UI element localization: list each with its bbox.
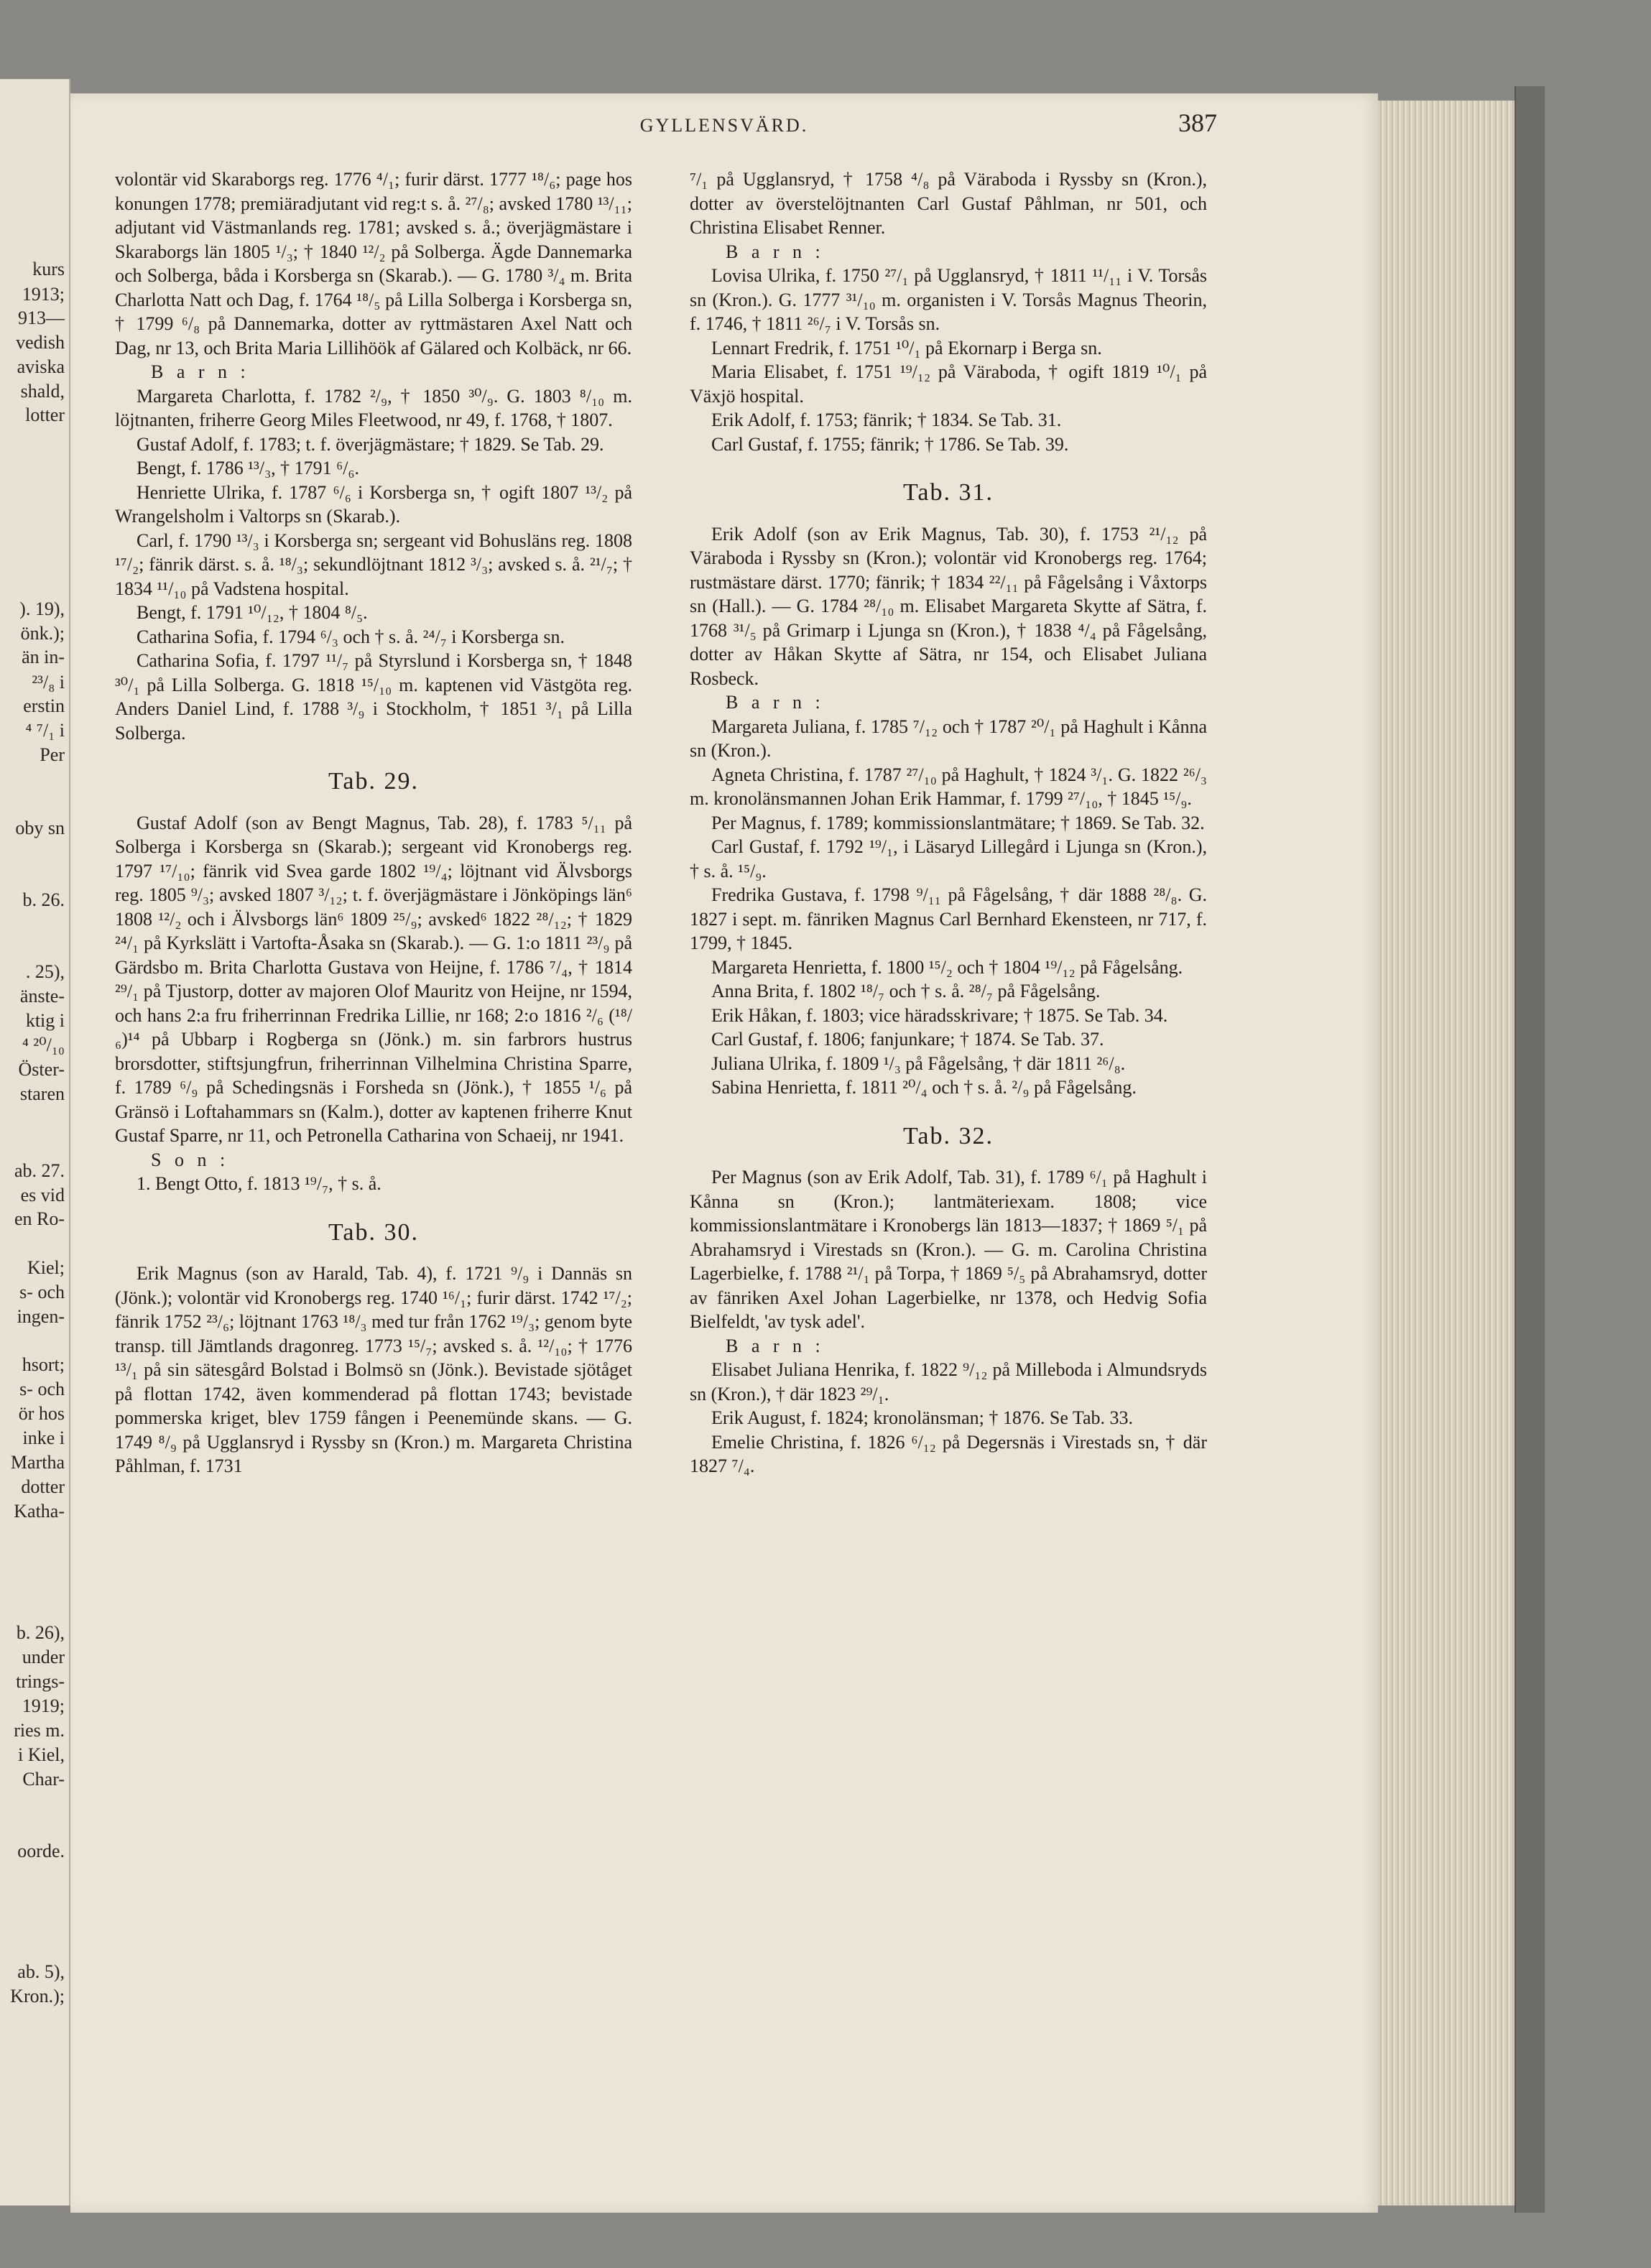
entry: Fredrika Gustava, f. 1798 ⁹/₁₁ på Fågelsång, † där 1888 ²⁸/₈. G. 1827 i sept. m. fänriken Magnus Carl Bernhard Ekensteen, nr 717, f. 1799, † 1845. [690, 884, 1207, 953]
entry: Erik Håkan, f. 1803; vice häradsskrivare; † 1875. Se Tab. 34. [711, 1004, 1168, 1026]
left-page-fragment: önk.); [20, 623, 65, 644]
left-page-fragment: ab. 27. [14, 1160, 65, 1181]
left-page-fragment: ries m. [14, 1720, 65, 1741]
left-page-fragment: Char- [22, 1769, 65, 1790]
entry: Per Magnus, f. 1789; kommissionslantmätare; † 1869. Se Tab. 32. [711, 812, 1205, 833]
entry: Anna Brita, f. 1802 ¹⁸/₇ och † s. å. ²⁸/₇ på Fågelsång. [711, 981, 1101, 1001]
entry: Carl Gustaf, f. 1792 ¹⁹/₁, i Läsaryd Lillegård i Ljunga sn (Kron.), † s. å. ¹⁵/₉. [690, 836, 1207, 881]
left-page-fragment: lotter [25, 404, 65, 425]
table-heading: Tab. 31. [903, 479, 994, 506]
entry: Henriette Ulrika, f. 1787 ⁶/₆ i Korsberga sn, † ogift 1807 ¹³/₂ på Wrangelsholm i Valtorps sn (Skarab.). [115, 481, 632, 527]
left-page-fragment: Öster- [18, 1059, 65, 1080]
left-page-fragment: dotter [21, 1476, 65, 1497]
table-heading: Tab. 32. [903, 1122, 994, 1149]
left-page-fragment: 913— [18, 307, 65, 328]
left-page-fragment: trings- [16, 1671, 65, 1692]
left-page-fragment: ör hos [18, 1403, 65, 1424]
entry: Erik Adolf, f. 1753; fänrik; † 1834. Se Tab. 31. [711, 409, 1062, 430]
left-page-fragment: kurs [32, 259, 65, 279]
left-page-fragment: vedish [16, 332, 65, 353]
entry: Agneta Christina, f. 1787 ²⁷/₁₀ på Haghult, † 1824 ³/₁. G. 1822 ²⁶/₃ m. kronolänsmannen Johan Erik Hammar, f. 1799 ²⁷/₁₀, † 1845 ¹⁵/₉. [690, 764, 1207, 809]
left-page-fragment: ingen- [17, 1306, 65, 1327]
left-page-fragment: Kron.); [10, 1986, 65, 2007]
left-page-fragment: shald, [20, 381, 65, 402]
left-page-fragment: Per [40, 744, 65, 765]
entry: Bengt, f. 1786 ¹³/₃, † 1791 ⁶/₆. [137, 458, 359, 478]
left-page-fragment: 1919; [22, 1695, 65, 1716]
entry: Catharina Sofia, f. 1794 ⁶/₃ och † s. å. ²⁴/₇ i Korsberga sn. [137, 626, 565, 647]
section-label: S o n : [151, 1149, 230, 1170]
left-page-fragment: s- och [19, 1379, 65, 1399]
left-page-fragment: 1913; [22, 284, 65, 305]
paragraph: Erik Adolf (son av Erik Magnus, Tab. 30), f. 1753 ²¹/₁₂ på Väraboda i Ryssby sn (Kron.); volontär vid Kronobergs reg. 1764; rustmästare därst. 1770; fänrik; † 1834 ²²/₁₁ på Fågelsång i Våxtorps sn (Hall.). — G. 1784 ²⁸/₁₀ m. Elisabet Margareta Skytte af Sätra, f. 1768 ³¹/₅ på Grimarp i Ljunga sn (Kron.), † 1838 ⁴/₄ på Fågelsång, dotter av Håkan Skytte af Sätra, nr 154, och Elisabet Juliana Rosbeck. [690, 523, 1207, 689]
paragraph: Per Magnus (son av Erik Adolf, Tab. 31), f. 1789 ⁶/₁ på Haghult i Kånna sn (Kron.); lantmäteriexam. 1808; vice kommissionslantmätare i Kronobergs län 1813—1837; † 1869 ⁵/₁ på Abrahamsryd i Virestads sn (Kron.). — G. m. Carolina Christina Lagerbielke, f. 1788 ²¹/₁ på Torpa, † 1869 ⁵/₅ på Abrahamsryd, dotter av fänriken Axel Johan Lagerbielke, nr 1378, och Hedvig Sofia Bielfeldt, 'av tysk adel'. [690, 1167, 1207, 1332]
left-page-fragment: änste- [19, 986, 65, 1006]
entry: Carl Gustaf, f. 1806; fanjunkare; † 1874. Se Tab. 37. [711, 1029, 1104, 1050]
entry: 1. Bengt Otto, f. 1813 ¹⁹/₇, † s. å. [137, 1173, 381, 1194]
left-page-fragment: Katha- [14, 1501, 65, 1522]
section-label: B a r n : [726, 241, 825, 262]
left-page-fragment: aviska [17, 356, 65, 377]
entry: Carl Gustaf, f. 1755; fänrik; † 1786. Se Tab. 39. [711, 433, 1069, 455]
left-page-fragment: än in- [22, 647, 65, 667]
left-page-fragment: es vid [20, 1185, 65, 1205]
entry: Gustaf Adolf, f. 1783; t. f. överjägmästare; † 1829. Se Tab. 29. [137, 433, 604, 455]
section-label: B a r n : [726, 692, 825, 713]
entry: Carl, f. 1790 ¹³/₃ i Korsberga sn; sergeant vid Bohusläns reg. 1808 ¹⁷/₂; fänrik därst. s. å. ¹⁸/₃; sekundlöjtnant 1812 ³/₃; avsked s. å. ²¹/₇; † 1834 ¹¹/₁₀ på Vadstena hospital. [115, 529, 632, 599]
entry: Margareta Juliana, f. 1785 ⁷/₁₂ och † 1787 ²⁰/₁ på Haghult i Kånna sn (Kron.). [690, 716, 1207, 761]
page-edges [1378, 101, 1514, 2205]
left-page-fragment: under [22, 1647, 65, 1667]
left-page-fragment: hsort; [22, 1354, 65, 1375]
left-page-fragment: ⁴ ⁷/₁ i [25, 720, 65, 741]
entry: Margareta Henrietta, f. 1800 ¹⁵/₂ och † 1804 ¹⁹/₁₂ på Fågelsång. [711, 956, 1183, 978]
left-page-fragment: i Kiel, [18, 1744, 65, 1765]
entry: Bengt, f. 1791 ¹⁰/₁₂, † 1804 ⁸/₅. [137, 602, 368, 623]
entry: Emelie Christina, f. 1826 ⁶/₁₂ på Degersnäs i Virestads sn, † där 1827 ⁷/₄. [690, 1431, 1207, 1476]
table-heading: Tab. 29. [328, 768, 419, 795]
section-label: B a r n : [726, 1335, 825, 1356]
entry: Catharina Sofia, f. 1797 ¹¹/₇ på Styrslund i Korsberga sn, † 1848 ³⁰/₁ på Lilla Solberga. G. 1818 ¹⁵/₁₀ m. kaptenen vid Västgöta reg. Anders Daniel Lind, f. 1788 ³/₉ i Stockholm, † 1851 ³/₁ på Lilla Solberga. [115, 650, 632, 744]
entry: Erik August, f. 1824; kronolänsman; † 1876. Se Tab. 33. [711, 1407, 1133, 1428]
left-page-fragment: erstin [23, 695, 65, 716]
left-page-fragment: ktig i [25, 1010, 65, 1031]
left-page-fragment: b. 26. [22, 889, 65, 910]
left-page-fragment: ab. 5), [17, 1961, 65, 1982]
paragraph: volontär vid Skaraborgs reg. 1776 ⁴/₁; furir därst. 1777 ¹⁸/₆; page hos konungen 1778; premiäradjutant vid reg:t s. å. ²⁷/₈; avsked 1780 ¹³/₁₁; adjutant vid Västmanlands reg. 1781; avsked s. å.; överjägmästare i Skaraborgs län 1805 ¹/₃; † 1840 ¹²/₂ på Solberga. Ägde Dannemarka och Solberga, båda i Korsberga sn (Skarab.). — G. 1780 ³/₄ m. Brita Charlotta Natt och Dag, f. 1764 ¹⁸/₅ på Lilla Solberga i Korsberga sn, † 1799 ⁶/₈ på Dannemarka, dotter av ryttmästaren Axel Natt och Dag, nr 13, och Brita Maria Lillihöök af Gälared och Kolbäck, nr 66. [115, 169, 632, 358]
entry: Elisabet Juliana Henrika, f. 1822 ⁹/₁₂ på Milleboda i Almundsryds sn (Kron.), † där 1823 ²⁹/₁. [690, 1359, 1207, 1404]
entry: Juliana Ulrika, f. 1809 ¹/₃ på Fågelsång, † där 1811 ²⁶/₈. [711, 1052, 1126, 1074]
left-page-fragment: ⁴ ²⁰/₁₀ [22, 1035, 65, 1055]
left-page-fragment: staren [19, 1083, 65, 1104]
left-page-fragment: . 25), [25, 961, 65, 982]
book-cover-edge [1514, 86, 1545, 2213]
left-page-fragment: oby sn [15, 818, 65, 838]
previous-page-edge [0, 79, 70, 2205]
left-page-fragment: en Ro- [14, 1208, 65, 1229]
section-label: B a r n : [151, 361, 250, 382]
paragraph: Erik Magnus (son av Harald, Tab. 4), f. 1721 ⁹/₉ i Dannäs sn (Jönk.); volontär vid Kronobergs reg. 1740 ¹⁶/₁; furir därst. 1742 ¹⁷/₂; fänrik 1752 ²³/₆; löjtnant 1763 ¹⁸/₃ med tur från 1762 ¹⁹/₃; genom byte transp. till Jämtlands dragonreg. 1773 ¹⁵/₇; avsked s. å. ¹²/₁₀; † 1776 ¹³/₁ på sin sätesgård Bolstad i Bolmsö sn (Jönk.). Bevistade sjötåget på flottan 1742, även kommenderad på flottan 1743; bevistade pommerska kriget, blev 1759 fången i Peenemünde skans. — G. 1749 ⁸/₉ på Ugglansryd i Ryssby sn (Kron.) m. Margareta Christina Påhlman, f. 1731 [115, 1263, 632, 1476]
page-number: 387 [1178, 108, 1217, 137]
left-page-fragment: Kiel; [27, 1257, 65, 1278]
left-column [115, 167, 632, 1478]
right-column [690, 167, 1207, 1478]
left-page-fragment: inke i [22, 1427, 65, 1448]
paragraph: Gustaf Adolf (son av Bengt Magnus, Tab. 28), f. 1783 ⁵/₁₁ på Solberga i Korsberga sn (Skarab.); sergeant vid Kronobergs reg. 1797 ¹⁷/₁₀; fänrik vid Svea garde 1802 ¹⁹/₄; löjtnant vid Älvsborgs reg. 1805 ⁹/₃; avsked 1807 ³/₁₂; t. f. överjägmästare i Jönköpings län⁶ 1808 ¹²/₂ och i Älvsborgs län⁶ 1809 ²⁵/₉; avsked⁶ 1822 ²⁸/₁₂; † 1829 ²⁴/₁ på Kyrkslätt i Vartofta-Åsaka sn (Skarab.). — G. 1:o 1811 ²³/₉ på Gärdsbo m. Brita Charlotta Gustava von Heijne, f. 1786 ⁷/₄, † 1814 ²⁹/₁ på Tjustorp, dotter av majoren Olof Mauritz von Heijne, nr 1594, och hans 2:a fru friherrinnan Fredrika Lillie, nr 168; 2:o 1816 ²/₆ (¹⁸/₆)¹⁴ på Ubbarp i Rogberga sn (Jönk.) m. sin farbrors hustrus brorsdotter, stiftsjungfrun, friherrinnan Vilhelmina Christina Sparre, f. 1789 ⁶/₉ på Schedingsnäs i Forsheda sn (Jönk.), † 1855 ¹/₆ på Gränsö i Loftahammars sn (Kalm.), dotter av kaptenen friherre Knut Gustaf Sparre, nr 11, och Petronella Catharina von Schaeij, nr 1941. [115, 812, 632, 1146]
left-page-fragment: b. 26), [16, 1622, 65, 1643]
left-page-fragment: ). 19), [19, 598, 65, 619]
left-page-fragment: oorde. [17, 1841, 65, 1861]
left-page-fragment: Martha [10, 1452, 65, 1473]
table-heading: Tab. 30. [328, 1218, 419, 1246]
entry: Lovisa Ulrika, f. 1750 ²⁷/₁ på Ugglansryd, † 1811 ¹¹/₁₁ i V. Torsås sn (Kron.). G. 1777 ³¹/₁₀ m. organisten i V. Torsås Magnus Theorin, f. 1746, † 1811 ²⁶/₇ i V. Torsås sn. [690, 265, 1207, 334]
entry: Sabina Henrietta, f. 1811 ²⁰/₄ och † s. å. ²/₉ på Fågelsång. [711, 1077, 1137, 1098]
entry: Maria Elisabet, f. 1751 ¹⁹/₁₂ på Väraboda, † ogift 1819 ¹⁰/₁ på Växjö hospital. [690, 361, 1207, 407]
paragraph: ⁷/₁ på Ugglansryd, † 1758 ⁴/₈ på Väraboda i Ryssby sn (Kron.), dotter av överstelöjtnanten Carl Gustaf Påhlman, nr 501, och Christina Elisabet Renner. [690, 169, 1207, 238]
left-page-fragment: s- och [19, 1282, 65, 1302]
left-page-fragment: ²³/₈ i [32, 672, 65, 693]
entry: Lennart Fredrik, f. 1751 ¹⁰/₁ på Ekornarp i Berga sn. [711, 337, 1102, 358]
running-head: GYLLENSVÄRD. [639, 115, 809, 136]
entry: Margareta Charlotta, f. 1782 ²/₉, † 1850 ³⁰/₉. G. 1803 ⁸/₁₀ m. löjtnanten, friherre Georg Miles Fleetwood, nr 49, f. 1768, † 1807. [115, 385, 632, 430]
